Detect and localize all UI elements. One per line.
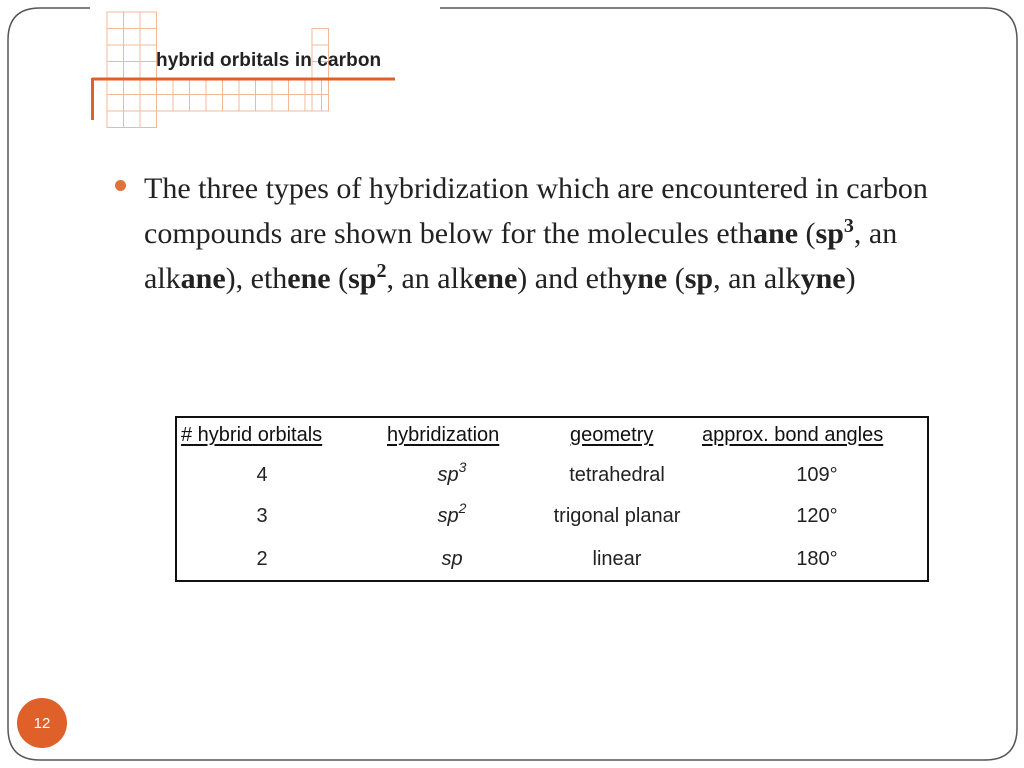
hybridization-base: sp	[437, 505, 459, 527]
grid-cell	[124, 95, 141, 112]
grid-cell	[107, 111, 124, 128]
bullet-segment: 3	[843, 215, 854, 237]
grid-cell	[107, 45, 124, 62]
bullet-segment: sp	[684, 262, 714, 295]
grid-cell	[140, 12, 157, 29]
grid-cell	[256, 95, 273, 112]
grid-cell	[289, 95, 306, 112]
grid-cell	[312, 95, 329, 112]
hybridization-superscript: 3	[458, 459, 467, 475]
cell-hybridization	[437, 459, 467, 487]
page-number-badge: 12	[17, 698, 67, 748]
bullet-segment: (	[667, 262, 685, 295]
cell-orbitals: 2	[256, 548, 268, 570]
cell-hybridization	[437, 500, 467, 528]
grid-cell	[107, 29, 124, 46]
hybridization-table	[175, 416, 929, 582]
grid-cell	[305, 95, 322, 112]
bullet-segment: yne	[800, 262, 846, 295]
cell-bond-angle: 120°	[796, 505, 838, 527]
grid-cell	[107, 95, 124, 112]
bullet-segment: ane	[180, 262, 226, 295]
grid-cell	[140, 29, 157, 46]
hybridization-base: sp	[437, 464, 459, 486]
cell-bond-angle: 180°	[796, 548, 838, 570]
cell-orbitals: 4	[256, 464, 268, 486]
bullet-segment: (	[330, 262, 349, 295]
header-geometry: geometry	[570, 424, 654, 446]
grid-cell	[107, 62, 124, 79]
grid-cell	[173, 95, 190, 112]
grid-cell	[107, 12, 124, 29]
header-hybridization: hybridization	[387, 424, 500, 446]
grid-cell	[272, 95, 289, 112]
bullet-segment: , an alk	[713, 262, 801, 295]
grid-cell	[312, 29, 329, 46]
bullet-segment: , an alk	[144, 217, 898, 295]
bullet-segment: yne	[622, 262, 668, 295]
cell-hybridization	[441, 548, 462, 571]
bullet-segment: )	[845, 262, 856, 295]
bullet-text	[144, 166, 944, 301]
grid-cell	[140, 45, 157, 62]
bullet-segment: ene	[287, 262, 331, 295]
hybridization-base: sp	[441, 548, 463, 570]
bullet-segment: sp	[348, 262, 377, 295]
bullet-segment: sp	[815, 217, 844, 250]
bullet-segment: 2	[376, 260, 387, 282]
bullet-segment: ) and eth	[517, 262, 623, 295]
bullet-segment: ene	[473, 262, 518, 295]
bullet-segment: (	[798, 217, 816, 250]
bullet-segment: , an alk	[386, 262, 474, 295]
grid-cell	[190, 95, 207, 112]
grid-cell	[124, 111, 141, 128]
bullet-segment: ), eth	[225, 262, 288, 295]
header-bond-angles: approx. bond angles	[702, 424, 884, 446]
grid-cell	[140, 95, 157, 112]
cell-orbitals: 3	[256, 505, 268, 527]
grid-cell	[239, 95, 256, 112]
grid-cell	[124, 45, 141, 62]
header-hybrid-orbitals: # hybrid orbitals	[181, 424, 323, 446]
cell-geometry: tetrahedral	[569, 464, 665, 486]
hybridization-superscript: 2	[458, 500, 467, 516]
cell-geometry: linear	[592, 548, 642, 570]
grid-cell	[124, 29, 141, 46]
cell-geometry: trigonal planar	[553, 505, 681, 527]
grid-cell	[223, 95, 240, 112]
bullet-segment: ane	[753, 217, 799, 250]
grid-cell	[140, 111, 157, 128]
slide-title: hybrid orbitals in carbon	[156, 50, 382, 71]
grid-cell	[124, 12, 141, 29]
grid-cell	[124, 62, 141, 79]
cell-bond-angle: 109°	[796, 464, 838, 486]
bullet-segment: The three types of hybridization which are encountered in carbon compounds are shown below for the molecules eth	[144, 172, 928, 250]
grid-cell	[157, 95, 174, 112]
grid-cell	[140, 62, 157, 79]
grid-cell	[206, 95, 223, 112]
bullet-icon	[115, 180, 126, 191]
